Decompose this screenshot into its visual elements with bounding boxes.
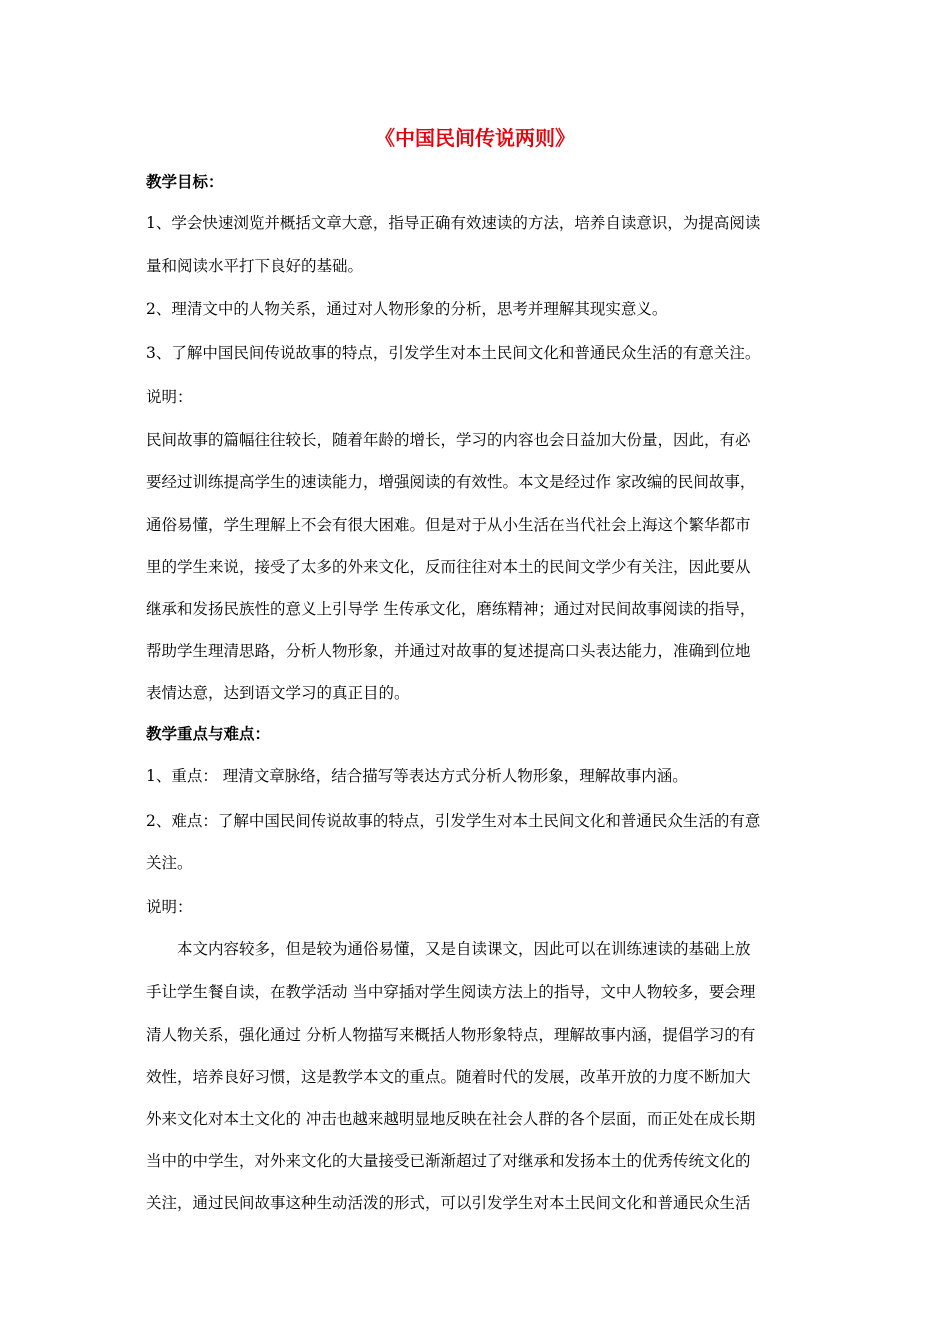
key-point-2-line-2: 关注。 [146, 854, 193, 872]
key-point-2-line-1: 2、难点：了解中国民间传说故事的特点，引发学生对本土民间文化和普通民众生活的有意 [146, 812, 761, 830]
document-title: 《中国民间传说两则》 [375, 126, 575, 150]
note-1-line: 民间故事的篇幅往往较长，随着年龄的增长，学习的内容也会日益加大份量，因此，有必 [146, 431, 751, 449]
note-2-line: 手让学生餐自读，在教学活动 当中穿插对学生阅读方法上的指导，文中人物较多，要会理 [146, 983, 756, 1001]
note-1-line: 要经过训练提高学生的速读能力，增强阅读的有效性。本文是经过作 家改编的民间故事， [146, 473, 756, 491]
note-2-line: 关注，通过民间故事这种生动活泼的形式，可以引发学生对本土民间文化和普通民众生活 [146, 1194, 751, 1212]
objective-2: 2、理清文中的人物关系，通过对人物形象的分析，思考并理解其现实意义。 [146, 300, 668, 318]
key-points-heading: 教学重点与难点： [146, 725, 271, 743]
note-2-line: 外来文化对本土文化的 冲击也越来越明显地反映在社会人群的各个层面，而正处在成长期 [146, 1110, 756, 1128]
note-1-line: 继承和发扬民族性的意义上引导学 生传承文化，磨练精神；通过对民间故事阅读的指导， [146, 600, 756, 618]
note-1-line: 通俗易懂，学生理解上不会有很大困难。但是对于从小生活在当代社会上海这个繁华都市 [146, 516, 751, 534]
note-2-line: 本文内容较多，但是较为通俗易懂，又是自读课文，因此可以在训练速读的基础上放 [177, 940, 751, 958]
key-point-1: 1、重点： 理清文章脉络，结合描写等表达方式分析人物形象，理解故事内涵。 [146, 767, 688, 785]
objective-1-line-1: 1、学会快速浏览并概括文章大意，指导正确有效速读的方法，培养自读意识，为提高阅读 [146, 214, 761, 232]
note-2-line: 当中的中学生，对外来文化的大量接受已渐渐超过了对继承和发扬本土的优秀传统文化的 [146, 1152, 751, 1170]
objective-1-line-2: 量和阅读水平打下良好的基础。 [146, 257, 364, 275]
note-2-line: 效性，培养良好习惯，这是教学本文的重点。随着时代的发展，改革开放的力度不断加大 [146, 1068, 751, 1086]
note-label-2: 说明： [146, 898, 193, 916]
note-label-1: 说明： [146, 388, 193, 406]
note-1-line: 表情达意，达到语文学习的真正目的。 [146, 684, 410, 702]
note-2-line: 清人物关系，强化通过 分析人物描写来概括人物形象特点，理解故事内涵，提倡学习的有 [146, 1026, 756, 1044]
objective-3: 3、了解中国民间传说故事的特点，引发学生对本土民间文化和普通民众生活的有意关注。 [146, 344, 761, 362]
note-1-line: 帮助学生理清思路，分析人物形象，并通过对故事的复述提高口头表达能力，准确到位地 [146, 642, 751, 660]
objectives-heading: 教学目标： [146, 173, 224, 191]
note-1-line: 里的学生来说，接受了太多的外来文化，反而往往对本土的民间文学少有关注，因此要从 [146, 558, 751, 576]
